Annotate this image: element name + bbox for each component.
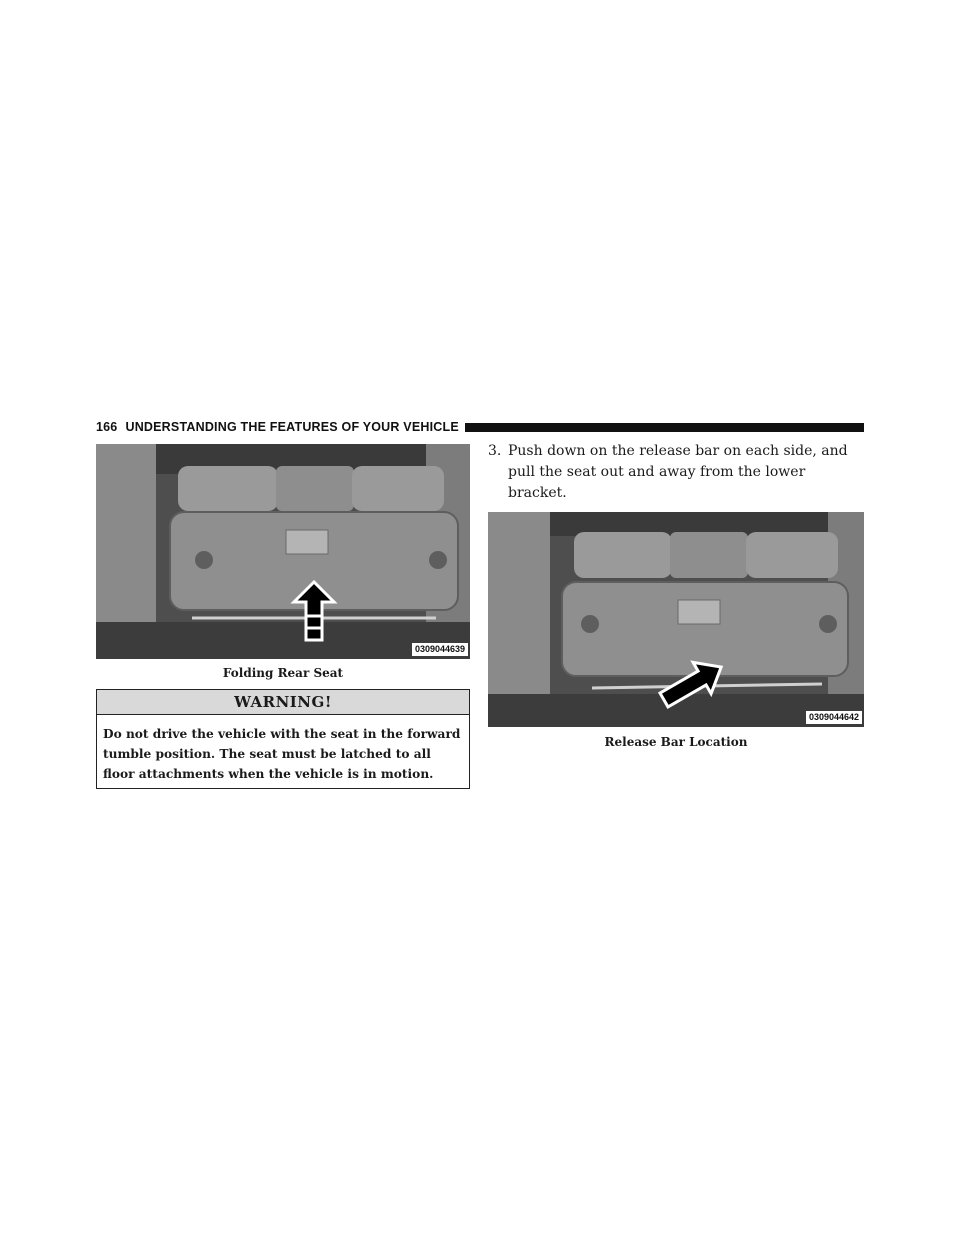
- release-bar-photo: [488, 512, 864, 727]
- warning-title: WARNING!: [97, 690, 469, 715]
- page-number: 166: [96, 420, 118, 434]
- step-number: 3.: [488, 443, 502, 459]
- section-title: UNDERSTANDING THE FEATURES OF YOUR VEHICLE: [125, 420, 459, 434]
- warning-text: Do not drive the vehicle with the seat in the forward tumble position. The seat must be latched to all floor attachments when the vehicle is in motion.: [103, 727, 461, 781]
- warning-box: [96, 689, 470, 789]
- figure-caption: Release Bar Location: [604, 735, 748, 749]
- seat-illustration: [96, 444, 470, 659]
- page-header: [96, 418, 864, 436]
- figure-code: 0309044642: [806, 711, 862, 724]
- header-rule: [465, 423, 864, 432]
- step-item: [488, 441, 866, 504]
- figure-caption: Folding Rear Seat: [222, 666, 344, 680]
- step-text: Push down on the release bar on each side, and pull the seat out and away from the lower bracket.: [508, 443, 848, 501]
- release-bar-illustration: [488, 512, 864, 727]
- folding-rear-seat-photo: [96, 444, 470, 659]
- figure-code: 0309044639: [412, 643, 468, 656]
